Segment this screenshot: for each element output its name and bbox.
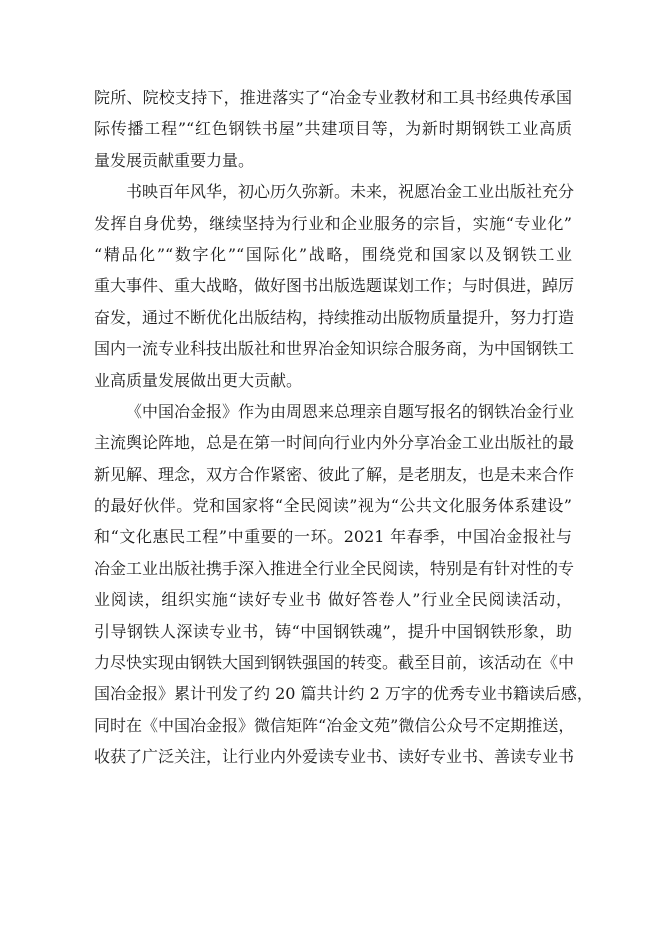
text-line: 新见解、理念，双方合作紧密、彼此了解，是老朋友，也是未来合作 [94, 464, 575, 484]
text-line: 国冶金报》累计刊发了约 20 篇共计约 2 万字的优秀专业书籍读后感， [94, 684, 593, 704]
text-line: 引导钢铁人深读专业书，铸“中国钢铁魂”，提升中国钢铁形象，助 [94, 621, 572, 641]
text-line: 院所、院校支持下，推进落实了“冶金专业教材和工具书经典传承国 [94, 88, 572, 107]
text-line: 和“文化惠民工程”中重要的一环。2021 年春季，中国冶金报社与 [94, 527, 572, 547]
paragraph [94, 82, 572, 176]
text-line: 奋发，通过不断优化出版结构，持续推动出版物质量提升，努力打造 [94, 307, 575, 327]
text-line: 业高质量发展做出更大贡献。 [94, 370, 303, 390]
text-line: 国内一流专业科技出版社和世界冶金知识综合服务商，为中国钢铁工 [94, 339, 575, 359]
text-line: 业阅读，组织实施“读好专业书 做好答卷人”行业全民阅读活动， [94, 590, 572, 610]
text-line: 收获了广泛关注，让行业内外爱读专业书、读好专业书、善读专业书 [94, 747, 575, 767]
text-line: 《中国冶金报》作为由周恩来总理亲自题写报名的钢铁冶金行业 [126, 401, 575, 421]
text-line: 主流舆论阵地，总是在第一时间向行业内外分享冶金工业出版社的最 [94, 433, 575, 453]
paragraph [94, 396, 593, 773]
text-line: “精品化”“数字化”“国际化”战略，围绕党和国家以及钢铁工业 [94, 244, 572, 264]
document-body [94, 82, 593, 773]
text-line: 重大事件、重大战略，做好图书出版选题谋划工作；与时俱进，踔厉 [94, 276, 575, 296]
text-line: 力尽快实现由钢铁大国到钢铁强国的转变。截至目前，该活动在《中 [94, 653, 575, 673]
text-line: 冶金工业出版社携手深入推进全行业全民阅读，特别是有针对性的专 [94, 558, 575, 578]
text-line: 的最好伙伴。党和国家将“全民阅读”视为“公共文化服务体系建设” [94, 496, 572, 516]
text-line: 发挥自身优势，继续坚持为行业和企业服务的宗旨，实施“专业化” [94, 213, 572, 233]
text-line: 书映百年风华，初心历久弥新。未来，祝愿冶金工业出版社充分 [126, 182, 575, 202]
text-line: 际传播工程”“红色钢铁书屋”共建项目等，为新时期钢铁工业高质 [94, 119, 572, 139]
text-line: 同时在《中国冶金报》微信矩阵“冶金文苑”微信公众号不定期推送， [94, 715, 575, 735]
paragraph [94, 176, 575, 396]
text-line: 量发展贡献重要力量。 [94, 150, 255, 170]
